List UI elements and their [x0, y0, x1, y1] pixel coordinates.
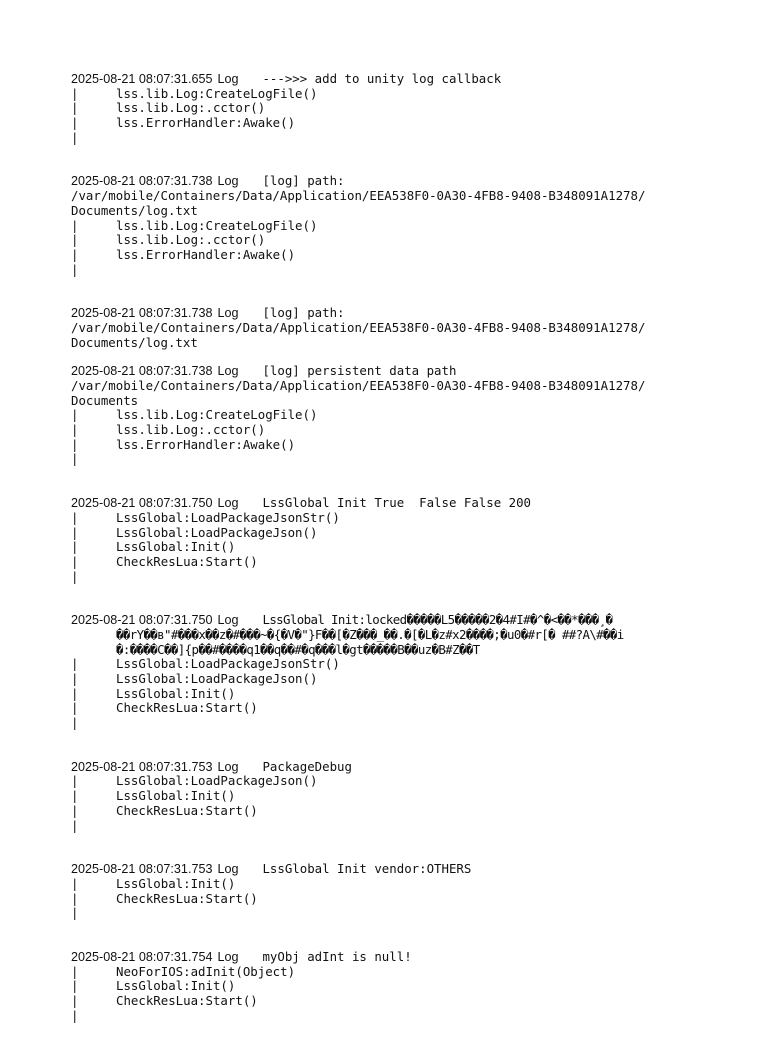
stack-frame-name: lss.ErrorHandler:Awake() [116, 436, 296, 452]
stack-pipe: | [71, 422, 79, 438]
log-timestamp: 2025-08-21 08:07:31.738 [71, 174, 213, 189]
log-message: LssGlobal Init:locked�����L5�����2�4#I#�^�<��*���¸� [262, 612, 613, 628]
stack-pipe: | [71, 553, 79, 569]
stack-frame-name: LssGlobal:LoadPackageJsonStr() [116, 656, 340, 672]
stack-frame [71, 877, 731, 892]
stack-frame-name: LssGlobal:LoadPackageJson() [116, 671, 318, 686]
stack-frame [71, 789, 731, 804]
stack-frame [71, 423, 731, 438]
stack-frame-name: LssGlobal:Init() [116, 685, 236, 701]
log-entry-header [71, 862, 731, 877]
stack-trailing-pipe-row [71, 570, 731, 585]
stack-frame [71, 774, 731, 789]
stack-frame [71, 219, 731, 234]
log-entry-header [71, 174, 731, 189]
stack-pipe: | [71, 115, 79, 131]
stack-frame [71, 408, 731, 423]
stack-pipe: | [71, 246, 79, 262]
stack-pipe: | [71, 671, 79, 686]
log-entry [71, 613, 731, 731]
stack-pipe: | [71, 451, 79, 467]
stack-pipe: | [71, 802, 79, 818]
log-entry-header [71, 306, 731, 321]
stack-frame-name: CheckResLua:Start() [116, 802, 258, 818]
stack-frame [71, 892, 731, 907]
stack-frame [71, 233, 731, 248]
log-entry-header [71, 364, 731, 379]
log-entry-header [71, 613, 731, 628]
log-entry [71, 364, 731, 467]
stack-frame-name: LssGlobal:Init() [116, 788, 236, 804]
stack-frame-name: CheckResLua:Start() [116, 700, 258, 716]
log-level: Log [217, 174, 239, 189]
log-timestamp: 2025-08-21 08:07:31.738 [71, 306, 213, 321]
stack-pipe: | [71, 963, 79, 979]
log-message-continuation: ��rY��в"#���x��z�#���~�{�V�"}F��[�Z���_��.�[�L�z#x2����;�u0�#r[� ##?A\#��i [116, 626, 624, 642]
stack-frame [71, 657, 731, 672]
stack-frame-name: lss.lib.Log:.cctor() [116, 100, 266, 116]
stack-trailing-pipe-row [71, 263, 731, 278]
stack-pipe: | [71, 407, 79, 423]
stack-frame [71, 116, 731, 131]
stack-frame [71, 555, 731, 570]
stack-pipe: | [71, 539, 79, 555]
log-level: Log [217, 759, 239, 774]
stack-frame-name: CheckResLua:Start() [116, 553, 258, 569]
stack-frame-name: lss.lib.Log:.cctor() [116, 422, 266, 438]
stack-trailing-pipe-row [71, 819, 731, 834]
stack-pipe: | [71, 436, 79, 452]
stack-frame-name: LssGlobal:LoadPackageJsonStr() [116, 509, 340, 525]
log-level: Log [217, 364, 239, 379]
log-entry [71, 72, 731, 145]
stack-pipe: | [71, 905, 79, 921]
stack-frame-name: lss.ErrorHandler:Awake() [116, 246, 296, 262]
stack-frame-name: NeoForIOS:adInit(Object) [116, 963, 296, 979]
stack-frame [71, 979, 731, 994]
log-entry [71, 306, 731, 350]
stack-frame-name: lss.lib.Log:.cctor() [116, 232, 266, 248]
stack-pipe: | [71, 85, 79, 101]
stack-pipe: | [71, 685, 79, 701]
stack-frame-name: LssGlobal:Init() [116, 978, 236, 994]
stack-frame [71, 87, 731, 102]
stack-frame [71, 540, 731, 555]
stack-frame [71, 965, 731, 980]
stack-pipe: | [71, 788, 79, 804]
log-entry-header [71, 496, 731, 511]
log-level: Log [217, 496, 239, 511]
log-entry-header [71, 72, 731, 87]
log-level: Log [217, 613, 239, 628]
stack-pipe: | [71, 524, 79, 540]
stack-trailing-pipe-row [71, 1009, 731, 1024]
log-entry [71, 862, 731, 921]
log-entry-header [71, 950, 731, 965]
log-message: LssGlobal Init True False False 200 [262, 495, 532, 511]
stack-frame-name: lss.lib.Log:CreateLogFile() [116, 85, 318, 101]
log-entry [71, 174, 731, 277]
stack-frame-name: lss.ErrorHandler:Awake() [116, 115, 296, 131]
log-message: [log] persistent data path [262, 363, 457, 379]
log-message-continuation: /var/mobile/Containers/Data/Application/EEA538F0-0A30-4FB8-9408-B348091A1278/ [71, 378, 646, 393]
stack-frame-name: LssGlobal:LoadPackageJson() [116, 524, 318, 540]
stack-frame-name: CheckResLua:Start() [116, 890, 258, 906]
stack-frame [71, 438, 731, 453]
stack-pipe: | [71, 700, 79, 716]
stack-pipe: | [71, 875, 79, 891]
stack-frame-name: LssGlobal:Init() [116, 539, 236, 555]
stack-frame [71, 687, 731, 702]
stack-pipe: | [71, 232, 79, 248]
stack-pipe: | [71, 890, 79, 906]
stack-frame [71, 248, 731, 263]
log-entry [71, 760, 731, 833]
log-message: PackageDebug [262, 758, 352, 774]
stack-pipe: | [71, 100, 79, 116]
stack-trailing-pipe-row [71, 906, 731, 921]
log-message-continuation: /var/mobile/Containers/Data/Application/EEA538F0-0A30-4FB8-9408-B348091A1278/ [71, 319, 646, 335]
log-entry [71, 950, 731, 1023]
stack-pipe: | [71, 993, 79, 1008]
stack-frame-name: LssGlobal:LoadPackageJson() [116, 773, 318, 789]
log-message: --->>> add to unity log callback [262, 71, 502, 86]
stack-pipe: | [71, 568, 79, 584]
log-message: [log] path: [262, 305, 345, 321]
log-timestamp: 2025-08-21 08:07:31.750 [71, 613, 213, 628]
stack-frame [71, 994, 731, 1009]
stack-frame [71, 804, 731, 819]
stack-pipe: | [71, 217, 79, 233]
log-message: LssGlobal Init vendor:OTHERS [262, 861, 472, 877]
log-level: Log [217, 949, 239, 964]
log-message-continuation: �:����C��]{p��#����q1��q��#�q���l�gt�����B��uz�B#Z��T [116, 641, 480, 657]
stack-pipe: | [71, 261, 79, 277]
log-timestamp: 2025-08-21 08:07:31.753 [71, 759, 213, 774]
stack-frame-name: LssGlobal:Init() [116, 875, 236, 891]
stack-trailing-pipe-row [71, 716, 731, 731]
log-message: myObj adInt is null! [262, 948, 412, 964]
stack-pipe: | [71, 129, 79, 145]
stack-pipe: | [71, 509, 79, 525]
stack-frame [71, 672, 731, 687]
log-timestamp: 2025-08-21 08:07:31.655 [71, 72, 213, 86]
stack-frame [71, 701, 731, 716]
stack-trailing-pipe-row [71, 452, 731, 467]
log-timestamp: 2025-08-21 08:07:31.738 [71, 364, 213, 379]
stack-pipe: | [71, 1007, 79, 1023]
log-timestamp: 2025-08-21 08:07:31.750 [71, 496, 213, 511]
stack-pipe: | [71, 715, 79, 731]
log-level: Log [217, 862, 239, 877]
stack-trailing-pipe-row [71, 131, 731, 146]
stack-frame [71, 511, 731, 526]
stack-frame [71, 101, 731, 116]
log-level: Log [217, 306, 239, 321]
log-body [71, 72, 731, 1052]
stack-pipe: | [71, 978, 79, 994]
log-message-continuation: Documents/log.txt [71, 202, 198, 218]
stack-pipe: | [71, 773, 79, 789]
stack-pipe: | [71, 817, 79, 833]
log-message: [log] path: [262, 173, 345, 189]
stack-frame-name: lss.lib.Log:CreateLogFile() [116, 407, 318, 423]
log-message-continuation: Documents/log.txt [71, 334, 198, 350]
log-entry [71, 496, 731, 584]
log-message-continuation: /var/mobile/Containers/Data/Application/EEA538F0-0A30-4FB8-9408-B348091A1278/ [71, 188, 646, 204]
log-message-continuation: Documents [71, 392, 139, 408]
stack-frame-name: lss.lib.Log:CreateLogFile() [116, 217, 318, 233]
log-entry-header [71, 760, 731, 775]
stack-frame [71, 526, 731, 541]
log-level: Log [217, 72, 239, 86]
log-timestamp: 2025-08-21 08:07:31.754 [71, 949, 213, 964]
stack-frame-name: CheckResLua:Start() [116, 993, 258, 1008]
stack-pipe: | [71, 656, 79, 672]
log-timestamp: 2025-08-21 08:07:31.753 [71, 862, 213, 877]
